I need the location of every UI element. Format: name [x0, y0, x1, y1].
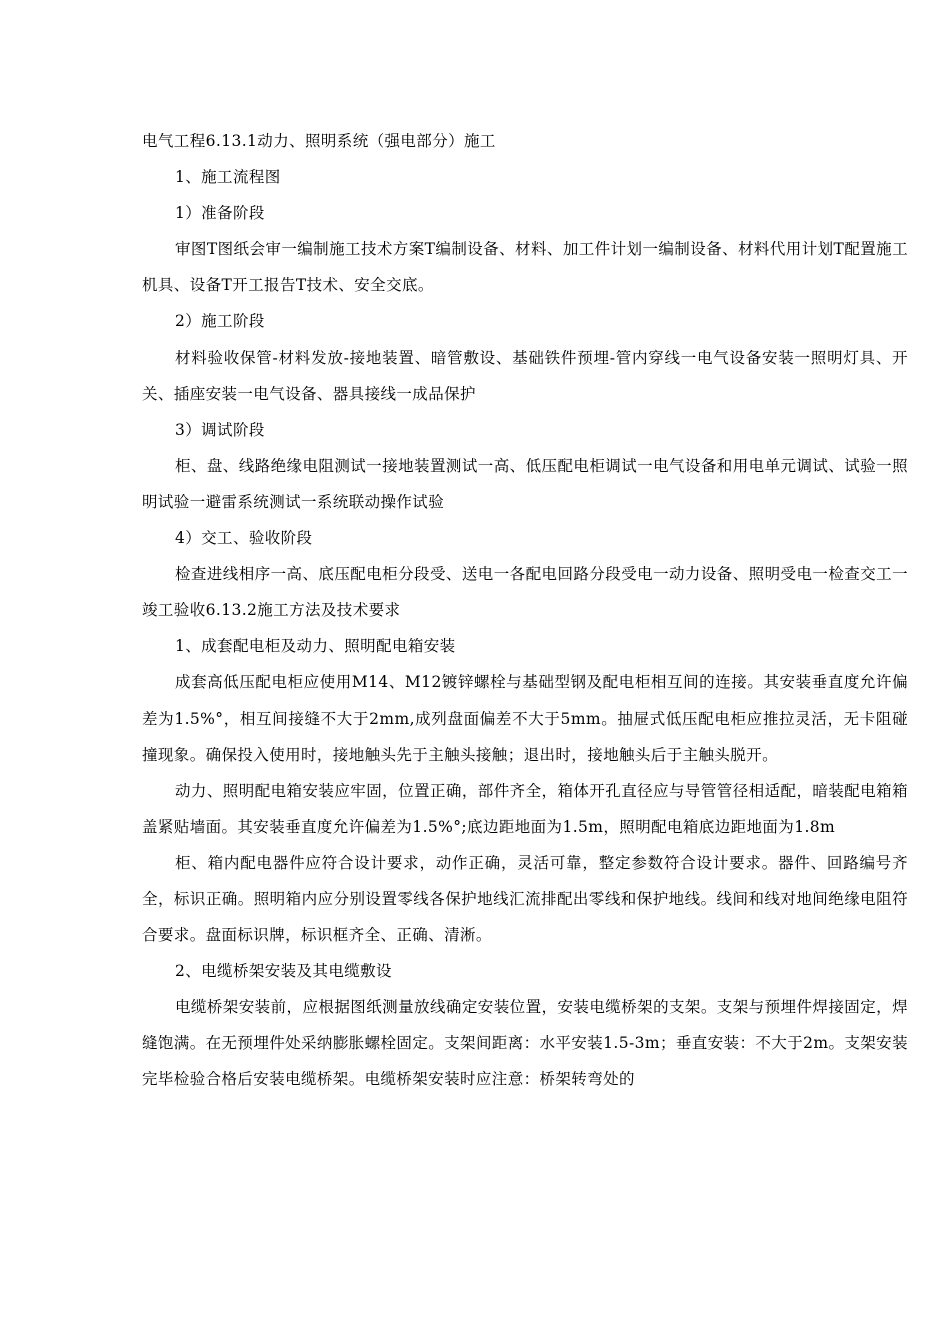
section-heading-flowchart: 1、施工流程图	[175, 168, 281, 187]
section-heading-cabinets: 1、成套配电柜及动力、照明配电箱安装	[175, 637, 456, 656]
paragraph-handover: 检查进线相序一高、底压配电柜分段受、送电一各配电回路分段受电一动力设备、照明受电一检查交工一竣工验收6.13.2施工方法及技术要求	[142, 565, 908, 620]
paragraph-cabinets-2: 动力、照明配电箱安装应牢固，位置正确，部件齐全，箱体开孔直径应与导管管径相适配，暗装配电箱箱盖紧贴墙面。其安装垂直度允许偏差为1.5%°;底边距地面为1.5m，照明配电箱底边距地面为1.8m	[142, 781, 908, 836]
stage-heading-preparation: 1）准备阶段	[175, 204, 265, 223]
section-heading-cable-tray: 2、电缆桥架安装及其电缆敷设	[175, 962, 392, 981]
paragraph-cabinets-1: 成套高低压配电柜应使用M14、M12镀锌螺栓与基础型钢及配电柜相互间的连接。其安装垂直度允许偏差为1.5%°，相互间接缝不大于2mm,成列盘面偏差不大于5mm。抽屉式低压配电柜应推拉灵活，无卡阻碰撞现象。确保投入使用时，接地触头先于主触头接触；退出时，接地触头后于主触头脱开。	[142, 673, 908, 764]
paragraph-testing: 柜、盘、线路绝缘电阻测试一接地装置测试一高、低压配电柜调试一电气设备和用电单元调试、试验一照明试验一避雷系统测试一系统联动操作试验	[142, 456, 908, 511]
stage-heading-testing: 3）调试阶段	[175, 420, 265, 439]
stage-heading-construction: 2）施工阶段	[175, 312, 265, 331]
document-title: 电气工程6.13.1动力、照明系统（强电部分）施工	[142, 132, 496, 150]
document-page	[142, 123, 908, 1098]
paragraph-preparation: 审图T图纸会审一编制施工技术方案T编制设备、材料、加工件计划一编制设备、材料代用计划T配置施工机具、设备T开工报告T技术、安全交底。	[142, 240, 908, 295]
paragraph-construction: 材料验收保管-材料发放-接地装置、暗管敷设、基础铁件预埋-管内穿线一电气设备安装一照明灯具、开关、插座安装一电气设备、器具接线一成品保护	[142, 348, 908, 403]
paragraph-cabinets-3: 柜、箱内配电器件应符合设计要求，动作正确，灵活可靠，整定参数符合设计要求。器件、回路编号齐全，标识正确。照明箱内应分别设置零线各保护地线汇流排配出零线和保护地线。线间和线对地间绝缘电阻符合要求。盘面标识牌，标识框齐全、正确、清淅。	[142, 853, 908, 945]
stage-heading-handover: 4）交工、验收阶段	[175, 529, 313, 548]
paragraph-cable-tray: 电缆桥架安装前，应根据图纸测量放线确定安装位置，安装电缆桥架的支架。支架与预埋件焊接固定，焊缝饱满。在无预埋件处采纳膨胀螺栓固定。支架间距离：水平安装1.5-3m；垂直安装：不大于2m。支架安装完毕检验合格后安装电缆桥架。电缆桥架安装时应注意：桥架转弯处的	[142, 998, 908, 1089]
